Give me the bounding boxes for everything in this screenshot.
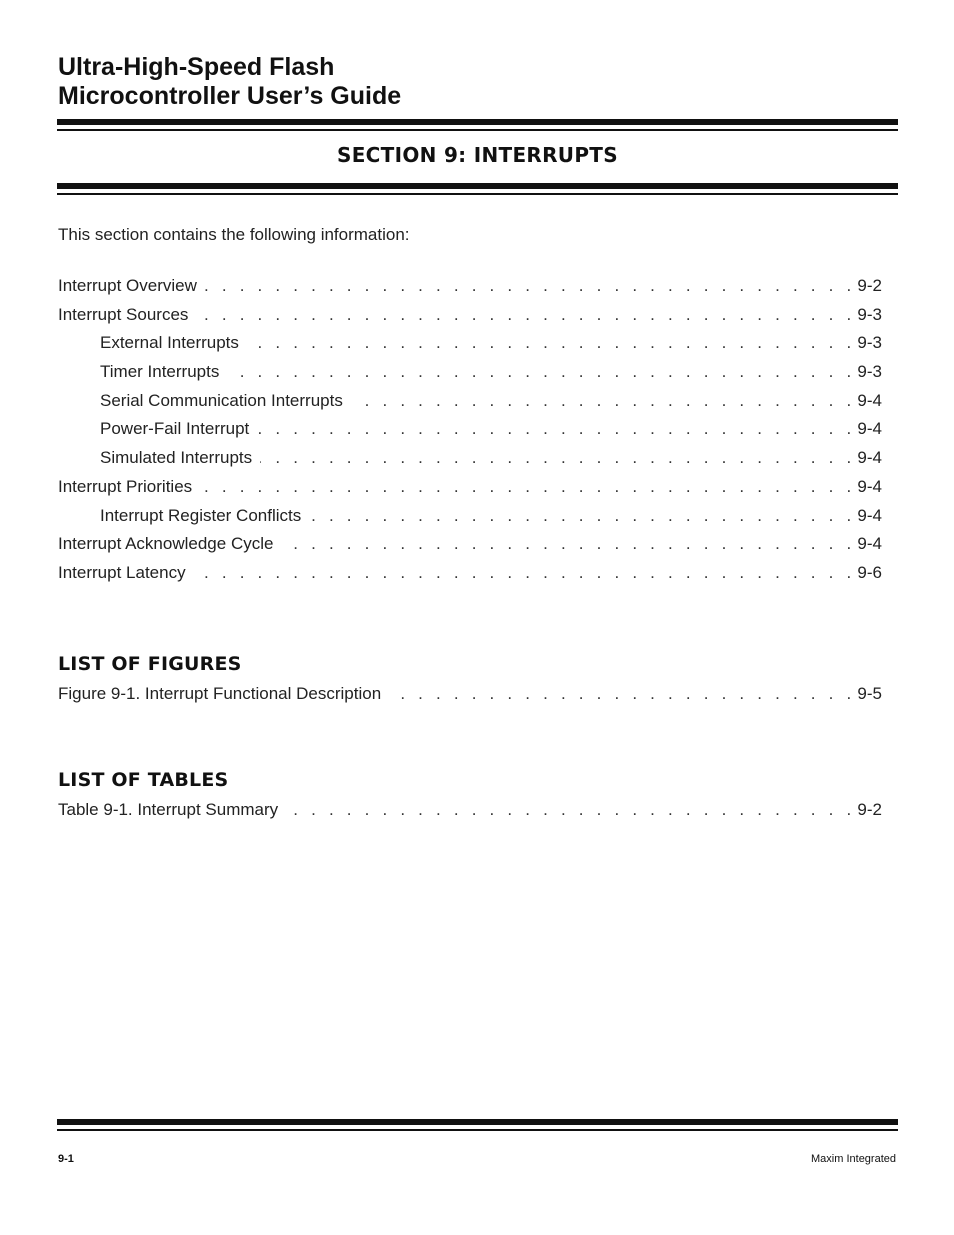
toc-entry-interrupt-overview[interactable] [58, 276, 882, 305]
toc-dot-leader [227, 362, 855, 382]
section-heading: SECTION 9: INTERRUPTS [337, 143, 618, 167]
toc-entry-page: 9-4 [857, 448, 882, 468]
toc-entry-page: 9-3 [857, 333, 882, 353]
toc-entry-label: Interrupt Sources [58, 304, 189, 324]
table-of-contents [58, 276, 882, 592]
list-of-tables-heading: LIST OF TABLES [58, 769, 229, 791]
toc-entry-interrupt-latency[interactable] [58, 563, 882, 592]
toc-entry-page: 9-4 [857, 534, 882, 554]
toc-dot-leader [257, 419, 855, 439]
footer-company-name: Maxim Integrated [811, 1153, 896, 1165]
toc-entry-label: Interrupt Priorities [58, 476, 193, 496]
toc-dot-leader [200, 477, 855, 497]
figure-entry-9-1[interactable] [58, 684, 882, 713]
toc-entry-label: External Interrupts [100, 333, 239, 353]
toc-entry-label: Interrupt Register Conflicts [100, 505, 302, 525]
footer-rule-thick [57, 1119, 898, 1125]
table-entry-page: 9-2 [857, 800, 882, 819]
document-title-line-2: Microcontroller User’s Guide [58, 82, 402, 110]
toc-dot-leader [194, 563, 856, 583]
list-of-figures-heading: LIST OF FIGURES [58, 653, 242, 675]
toc-dot-leader [247, 333, 856, 353]
toc-entry-page: 9-4 [857, 505, 882, 525]
table-entry-label: Table 9-1. Interrupt Summary [58, 800, 279, 819]
toc-entry-label: Power-Fail Interrupt [100, 419, 250, 439]
toc-entry-page: 9-4 [857, 419, 882, 439]
toc-entry-label: Serial Communication Interrupts [100, 390, 343, 410]
toc-entry-page: 9-3 [857, 304, 882, 324]
toc-entry-label: Timer Interrupts [100, 362, 220, 382]
section-intro: This section contains the following information: [58, 225, 410, 244]
toc-entry-power-fail-interrupt[interactable] [58, 419, 882, 448]
list-of-figures [58, 684, 882, 713]
toc-entry-page: 9-2 [857, 276, 882, 295]
figure-entry-label: Figure 9-1. Interrupt Functional Description [58, 684, 382, 703]
toc-entry-serial-communication-interrupts[interactable] [58, 391, 882, 420]
toc-entry-interrupt-acknowledge-cycle[interactable] [58, 534, 882, 563]
footer-rule-thin [57, 1129, 898, 1131]
toc-entry-timer-interrupts[interactable] [58, 362, 882, 391]
figure-entry-page: 9-5 [857, 684, 882, 703]
document-title-line-1: Ultra-High-Speed Flash [58, 53, 335, 81]
toc-entry-page: 9-3 [857, 362, 882, 382]
toc-entry-label: Simulated Interrupts [100, 448, 253, 468]
toc-dot-leader [205, 276, 856, 296]
toc-dot-leader [260, 448, 855, 468]
toc-dot-leader [281, 534, 855, 554]
header-rule-thick [57, 119, 898, 125]
footer-page-number: 9-1 [58, 1153, 74, 1165]
toc-entry-interrupt-register-conflicts[interactable] [58, 506, 882, 535]
toc-entry-interrupt-priorities[interactable] [58, 477, 882, 506]
toc-entry-page: 9-4 [857, 476, 882, 496]
section-rule-thin [57, 193, 898, 195]
toc-entry-page: 9-4 [857, 390, 882, 410]
document-title [58, 53, 758, 111]
toc-dot-leader [286, 800, 855, 820]
toc-entry-label: Interrupt Acknowledge Cycle [58, 534, 274, 554]
toc-entry-label: Interrupt Overview [58, 276, 197, 295]
toc-dot-leader [196, 305, 855, 325]
header-rule-thin [57, 129, 898, 131]
toc-dot-leader [351, 391, 856, 411]
toc-entry-page: 9-6 [857, 562, 882, 582]
toc-dot-leader [389, 684, 855, 704]
list-of-tables [58, 800, 882, 829]
toc-entry-interrupt-sources[interactable] [58, 305, 882, 334]
section-rule-thick [57, 183, 898, 189]
toc-entry-simulated-interrupts[interactable] [58, 448, 882, 477]
toc-entry-external-interrupts[interactable] [58, 333, 882, 362]
table-entry-9-1[interactable] [58, 800, 882, 829]
toc-dot-leader [309, 506, 855, 526]
toc-entry-label: Interrupt Latency [58, 562, 186, 582]
